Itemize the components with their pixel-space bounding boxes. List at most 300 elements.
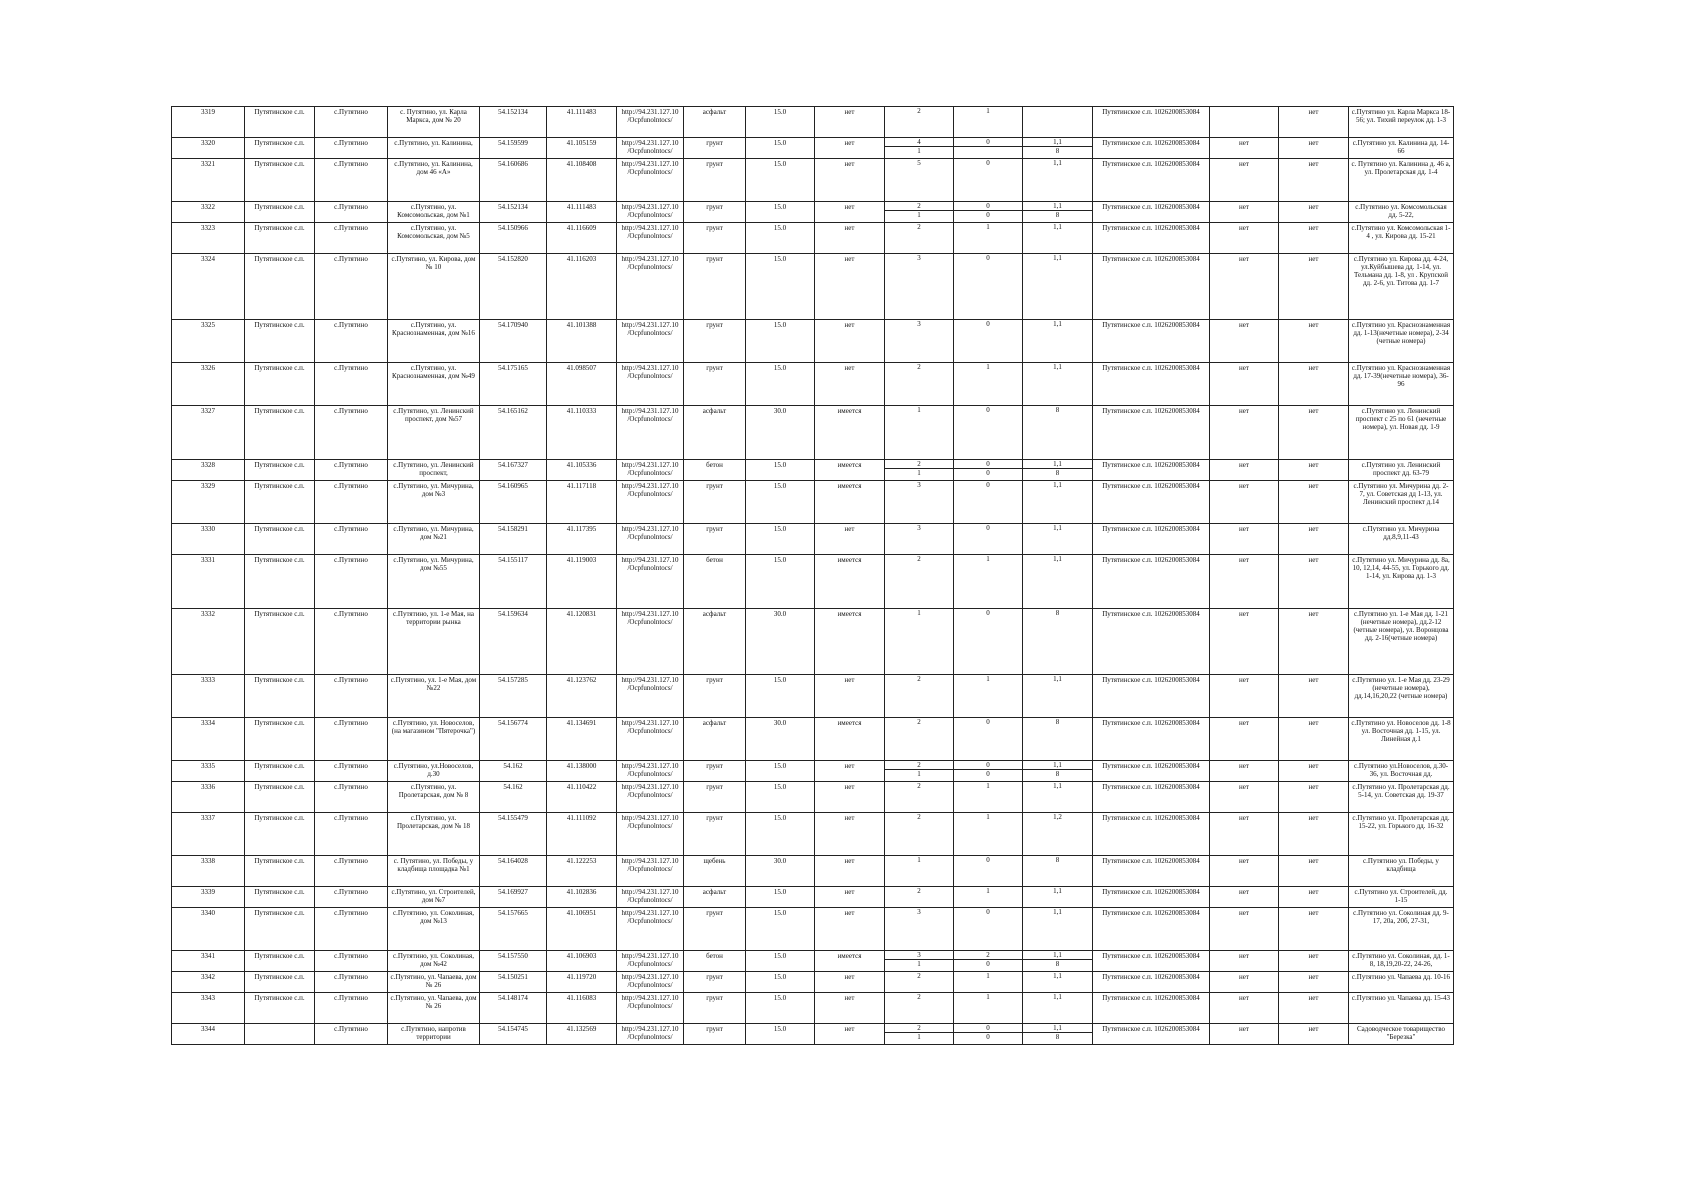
extra-cell-2: нет [1279,363,1349,406]
container-count-cell-1 [885,223,954,254]
extra-cell-1: нет [1210,363,1279,406]
longitude-cell: 41.123762 [547,675,617,718]
surface-cell: грунт [684,202,746,223]
longitude-cell: 41.110333 [547,406,617,460]
area-cell: 15.0 [746,159,815,202]
container-count-cell-3 [1023,761,1093,782]
container-count-cell-3 [1023,972,1093,993]
container-count-value: 1 [917,856,921,864]
locality-cell: с.Путятино [315,107,388,138]
container-count-value: 1 [986,555,990,563]
surface-cell: грунт [684,320,746,363]
container-count-cell-3 [1023,951,1093,972]
area-cell: 15.0 [746,254,815,320]
area-cell: 15.0 [746,555,815,609]
container-count-cell-1 [885,675,954,718]
container-count-cell-3 [1023,813,1093,856]
longitude-cell: 41.111483 [547,107,617,138]
fence-cell: имеется [815,406,885,460]
fence-cell: нет [815,782,885,813]
locality-cell: с.Путятино [315,406,388,460]
extra-cell-2: нет [1279,107,1349,138]
longitude-cell: 41.116609 [547,223,617,254]
map-link-cell: http://94.231.127.10 /Ocpfunolntocs/ [617,202,684,223]
longitude-cell: 41.119003 [547,555,617,609]
container-count-cell-2 [954,363,1023,406]
latitude-cell: 54.159599 [480,138,547,159]
latitude-cell: 54.162 [480,761,547,782]
table-row [172,481,1454,524]
longitude-cell: 41.134691 [547,718,617,761]
fence-cell: нет [815,993,885,1024]
owner-cell: Путятинское с.п. 1026200853084 [1093,138,1210,159]
address-cell: с.Путятино, ул. Строителей, дом №7 [388,887,480,908]
owner-cell: Путятинское с.п. 1026200853084 [1093,254,1210,320]
container-count-value: 2 [954,951,1022,960]
area-cell: 15.0 [746,813,815,856]
container-count-value: 3 [917,320,921,328]
container-count-cell-2 [954,254,1023,320]
settlement-cell: Путятинское с.п. [245,223,315,254]
locality-cell: с.Путятино [315,254,388,320]
extra-cell-1: нет [1210,460,1279,481]
longitude-cell: 41.122253 [547,856,617,887]
container-count-cell-1 [885,107,954,138]
fence-cell: нет [815,887,885,908]
served-addresses-cell: с.Путятино ул. Краснознаменная дд. 1-13(нечетные номера), 2-34 (четные номера) [1349,320,1454,363]
surface-cell: щебень [684,856,746,887]
served-addresses-cell: с.Путятино ул. Мичурина дд.8,9,11-43 [1349,524,1454,555]
locality-cell: с.Путятино [315,524,388,555]
owner-cell: Путятинское с.п. 1026200853084 [1093,813,1210,856]
container-count-cell-1 [885,609,954,675]
container-count-value: 2 [917,223,921,231]
surface-cell: бетон [684,460,746,481]
extra-cell-1: нет [1210,675,1279,718]
container-count-cell-3 [1023,1024,1093,1045]
map-link-cell: http://94.231.127.10 /Ocpfunolntocs/ [617,908,684,951]
table-row [172,223,1454,254]
container-count-value: 1 [986,782,990,790]
container-count-value: 0 [986,481,990,489]
latitude-cell: 54.164028 [480,856,547,887]
map-link-cell: http://94.231.127.10 /Ocpfunolntocs/ [617,223,684,254]
served-addresses-cell: с.Путятино ул. 1-е Мая дд. 1-21 (нечетные номера), дд.2-12 (четные номера), ул. Воронцова дд. 2-16(четные номера) [1349,609,1454,675]
area-cell: 30.0 [746,856,815,887]
extra-cell-2: нет [1279,856,1349,887]
container-count-value: 0 [986,524,990,532]
latitude-cell: 54.152134 [480,107,547,138]
container-count-cell-1 [885,481,954,524]
extra-cell-1: нет [1210,481,1279,524]
served-addresses-cell: с.Путятино ул. Соколиная, дд. 1-8, 18,19,20-22, 24-26, [1349,951,1454,972]
container-count-cell-1 [885,406,954,460]
container-count-value: 1,1 [1023,138,1092,147]
container-count-cell-3 [1023,107,1093,138]
record-id-cell: 3343 [172,993,245,1024]
fence-cell: нет [815,107,885,138]
record-id-cell: 3336 [172,782,245,813]
area-cell: 15.0 [746,524,815,555]
map-link-cell: http://94.231.127.10 /Ocpfunolntocs/ [617,993,684,1024]
owner-cell: Путятинское с.п. 1026200853084 [1093,481,1210,524]
container-count-cell-2 [954,406,1023,460]
container-count-cell-2 [954,675,1023,718]
table-row [172,718,1454,761]
settlement-cell: Путятинское с.п. [245,524,315,555]
extra-cell-1: нет [1210,993,1279,1024]
address-cell: с.Путятино, ул. Чапаева, дом № 26 [388,972,480,993]
container-count-value [1023,107,1092,115]
container-count-cell-2 [954,782,1023,813]
container-count-value: 1 [917,211,921,219]
record-id-cell: 3321 [172,159,245,202]
container-count-value: 8 [1055,609,1060,617]
extra-cell-1: нет [1210,254,1279,320]
container-count-cell-1 [885,363,954,406]
fence-cell: имеется [815,481,885,524]
surface-cell: асфальт [684,107,746,138]
container-count-cell-2 [954,460,1023,481]
area-cell: 15.0 [746,363,815,406]
container-count-value: 1,2 [1053,813,1062,821]
record-id-cell: 3330 [172,524,245,555]
container-count-cell-1 [885,856,954,887]
surface-cell: асфальт [684,718,746,761]
container-count-cell-3 [1023,254,1093,320]
container-count-value: 1,1 [1053,782,1062,790]
address-cell: с.Путятино, ул. Мичурина, дом №21 [388,524,480,555]
extra-cell-2: нет [1279,524,1349,555]
owner-cell: Путятинское с.п. 1026200853084 [1093,675,1210,718]
latitude-cell: 54.152820 [480,254,547,320]
container-count-value: 8 [1055,211,1060,219]
container-count-value: 1 [917,1033,921,1041]
registry-table [171,106,1454,1045]
table-row [172,782,1454,813]
locality-cell: с.Путятино [315,202,388,223]
extra-cell-1: нет [1210,138,1279,159]
longitude-cell: 41.106903 [547,951,617,972]
settlement-cell: Путятинское с.п. [245,254,315,320]
container-count-value: 1 [986,972,990,980]
extra-cell-2: нет [1279,609,1349,675]
container-count-value: 0 [986,211,990,219]
extra-cell-2: нет [1279,481,1349,524]
owner-cell: Путятинское с.п. 1026200853084 [1093,320,1210,363]
container-count-value: 1 [986,887,990,895]
settlement-cell: Путятинское с.п. [245,718,315,761]
owner-cell: Путятинское с.п. 1026200853084 [1093,524,1210,555]
container-count-cell-3 [1023,460,1093,481]
map-link-cell: http://94.231.127.10 /Ocpfunolntocs/ [617,718,684,761]
container-count-cell-1 [885,460,954,481]
container-count-value: 1,1 [1053,555,1062,563]
surface-cell: грунт [684,524,746,555]
served-addresses-cell: с.Путятино ул. Строителей, дд. 1-15 [1349,887,1454,908]
settlement-cell: Путятинское с.п. [245,406,315,460]
table-row [172,908,1454,951]
container-count-cell-2 [954,555,1023,609]
extra-cell-1 [1210,107,1279,138]
extra-cell-1: нет [1210,887,1279,908]
container-count-value: 1,1 [1023,460,1092,469]
container-count-cell-2 [954,856,1023,887]
container-count-cell-2 [954,908,1023,951]
settlement-cell: Путятинское с.п. [245,107,315,138]
container-count-value: 0 [954,202,1022,211]
container-count-value: 1,1 [1023,1024,1092,1033]
surface-cell: грунт [684,782,746,813]
container-count-value: 2 [917,718,921,726]
table-row [172,813,1454,856]
served-addresses-cell: с.Путятино ул. Краснознаменная дд. 17-39(нечетные номера), 36-96 [1349,363,1454,406]
latitude-cell: 54.165162 [480,406,547,460]
extra-cell-1: нет [1210,1024,1279,1045]
latitude-cell: 54.148174 [480,993,547,1024]
owner-cell: Путятинское с.п. 1026200853084 [1093,1024,1210,1045]
area-cell: 15.0 [746,993,815,1024]
longitude-cell: 41.105159 [547,138,617,159]
map-link-cell: http://94.231.127.10 /Ocpfunolntocs/ [617,609,684,675]
surface-cell: грунт [684,363,746,406]
extra-cell-2: нет [1279,460,1349,481]
map-link-cell: http://94.231.127.10 /Ocpfunolntocs/ [617,524,684,555]
container-count-cell-2 [954,813,1023,856]
locality-cell: с.Путятино [315,887,388,908]
served-addresses-cell: с.Путятино ул. Чапаева дд. 10-16 [1349,972,1454,993]
area-cell: 15.0 [746,761,815,782]
fence-cell: нет [815,159,885,202]
container-count-value: 1 [986,813,990,821]
address-cell: с.Путятино, ул. Краснознаменная, дом №16 [388,320,480,363]
container-count-cell-2 [954,993,1023,1024]
extra-cell-1: нет [1210,856,1279,887]
container-count-value: 3 [917,254,921,262]
area-cell: 15.0 [746,138,815,159]
surface-cell: грунт [684,254,746,320]
container-count-cell-3 [1023,782,1093,813]
settlement-cell: Путятинское с.п. [245,856,315,887]
map-link-cell: http://94.231.127.10 /Ocpfunolntocs/ [617,761,684,782]
table-row [172,159,1454,202]
container-count-value: 0 [986,469,990,477]
container-count-cell-3 [1023,856,1093,887]
container-count-value: 2 [917,555,921,563]
served-addresses-cell: с.Путятино ул. Пролетарская дд. 5-14, ул. Советская дд. 19-37 [1349,782,1454,813]
extra-cell-1: нет [1210,951,1279,972]
longitude-cell: 41.111092 [547,813,617,856]
container-count-value: 8 [1055,960,1060,968]
address-cell: с.Путятино, ул. Пролетарская, дом № 8 [388,782,480,813]
owner-cell: Путятинское с.п. 1026200853084 [1093,223,1210,254]
settlement-cell: Путятинское с.п. [245,320,315,363]
map-link-cell: http://94.231.127.10 /Ocpfunolntocs/ [617,107,684,138]
locality-cell: с.Путятино [315,675,388,718]
settlement-cell: Путятинское с.п. [245,138,315,159]
locality-cell: с.Путятино [315,993,388,1024]
settlement-cell: Путятинское с.п. [245,555,315,609]
container-count-value: 1,1 [1053,972,1062,980]
record-id-cell: 3331 [172,555,245,609]
area-cell: 15.0 [746,675,815,718]
fence-cell: имеется [815,609,885,675]
table-row [172,524,1454,555]
area-cell: 15.0 [746,320,815,363]
map-link-cell: http://94.231.127.10 /Ocpfunolntocs/ [617,254,684,320]
record-id-cell: 3325 [172,320,245,363]
container-count-cell-2 [954,1024,1023,1045]
owner-cell: Путятинское с.п. 1026200853084 [1093,951,1210,972]
map-link-cell: http://94.231.127.10 /Ocpfunolntocs/ [617,887,684,908]
container-count-value: 8 [1055,406,1060,414]
extra-cell-1: нет [1210,782,1279,813]
record-id-cell: 3329 [172,481,245,524]
settlement-cell: Путятинское с.п. [245,951,315,972]
container-count-value: 2 [917,675,921,683]
owner-cell: Путятинское с.п. 1026200853084 [1093,406,1210,460]
area-cell: 15.0 [746,908,815,951]
container-count-value: 2 [917,363,921,371]
extra-cell-2: нет [1279,138,1349,159]
container-count-cell-1 [885,524,954,555]
locality-cell: с.Путятино [315,908,388,951]
container-count-value: 1 [986,363,990,371]
container-count-value: 4 [885,138,953,147]
extra-cell-1: нет [1210,813,1279,856]
latitude-cell: 54.160686 [480,159,547,202]
record-id-cell: 3339 [172,887,245,908]
longitude-cell: 41.101388 [547,320,617,363]
latitude-cell: 54.155117 [480,555,547,609]
container-count-cell-1 [885,159,954,202]
map-link-cell: http://94.231.127.10 /Ocpfunolntocs/ [617,856,684,887]
area-cell: 15.0 [746,202,815,223]
map-link-cell: http://94.231.127.10 /Ocpfunolntocs/ [617,481,684,524]
container-count-cell-2 [954,159,1023,202]
area-cell: 15.0 [746,972,815,993]
fence-cell: нет [815,138,885,159]
container-count-value: 1 [917,469,921,477]
container-count-value: 1,1 [1053,481,1062,489]
table-row [172,993,1454,1024]
record-id-cell: 3340 [172,908,245,951]
container-count-cell-3 [1023,887,1093,908]
area-cell: 15.0 [746,782,815,813]
area-cell: 15.0 [746,223,815,254]
container-count-value: 0 [986,1033,990,1041]
container-count-cell-2 [954,138,1023,159]
extra-cell-2: нет [1279,223,1349,254]
extra-cell-2: нет [1279,555,1349,609]
container-count-value: 0 [986,406,990,414]
map-link-cell: http://94.231.127.10 /Ocpfunolntocs/ [617,813,684,856]
table-row [172,675,1454,718]
record-id-cell: 3337 [172,813,245,856]
container-count-cell-2 [954,202,1023,223]
surface-cell: грунт [684,481,746,524]
container-count-value: 8 [1055,1033,1060,1041]
latitude-cell: 54.157550 [480,951,547,972]
address-cell: с.Путятино, ул. Кирова, дом № 10 [388,254,480,320]
container-count-value: 0 [954,460,1022,469]
container-count-cell-3 [1023,718,1093,761]
locality-cell: с.Путятино [315,761,388,782]
settlement-cell: Путятинское с.п. [245,460,315,481]
container-count-value: 1 [917,609,921,617]
surface-cell: асфальт [684,406,746,460]
extra-cell-2: нет [1279,1024,1349,1045]
table-row [172,887,1454,908]
table-row [172,972,1454,993]
served-addresses-cell: с.Путятино ул. Чапаева дд. 15-43 [1349,993,1454,1024]
address-cell: с.Путятино, ул. Калинина, дом 46 «А» [388,159,480,202]
record-id-cell: 3338 [172,856,245,887]
latitude-cell: 54.167327 [480,460,547,481]
settlement-cell: Путятинское с.п. [245,202,315,223]
container-count-value: 3 [917,908,921,916]
container-count-cell-2 [954,481,1023,524]
fence-cell: нет [815,254,885,320]
container-count-value: 1,1 [1053,223,1062,231]
settlement-cell: Путятинское с.п. [245,972,315,993]
address-cell: с.Путятино, ул. Соколиная, дом №42 [388,951,480,972]
record-id-cell: 3334 [172,718,245,761]
settlement-cell: Путятинское с.п. [245,761,315,782]
address-cell: с.Путятино, ул. Комсомольская, дом №1 [388,202,480,223]
table-row [172,138,1454,159]
container-count-value: 2 [885,202,953,211]
container-count-cell-3 [1023,481,1093,524]
map-link-cell: http://94.231.127.10 /Ocpfunolntocs/ [617,406,684,460]
extra-cell-2: нет [1279,159,1349,202]
container-count-cell-3 [1023,138,1093,159]
container-count-value: 0 [954,1024,1022,1033]
container-count-value: 2 [917,782,921,790]
surface-cell: грунт [684,675,746,718]
area-cell: 30.0 [746,609,815,675]
table-row [172,320,1454,363]
extra-cell-1: нет [1210,524,1279,555]
container-count-value: 0 [986,320,990,328]
container-count-cell-3 [1023,406,1093,460]
owner-cell: Путятинское с.п. 1026200853084 [1093,887,1210,908]
latitude-cell: 54.175165 [480,363,547,406]
record-id-cell: 3320 [172,138,245,159]
container-count-value: 1,1 [1023,951,1092,960]
area-cell: 15.0 [746,107,815,138]
container-count-cell-3 [1023,223,1093,254]
map-link-cell: http://94.231.127.10 /Ocpfunolntocs/ [617,363,684,406]
table-row [172,254,1454,320]
settlement-cell: Путятинское с.п. [245,481,315,524]
owner-cell: Путятинское с.п. 1026200853084 [1093,972,1210,993]
map-link-cell: http://94.231.127.10 /Ocpfunolntocs/ [617,555,684,609]
extra-cell-1: нет [1210,609,1279,675]
address-cell: с.Путятино, ул.Новоселов, д.30 [388,761,480,782]
container-count-cell-3 [1023,675,1093,718]
container-count-cell-1 [885,813,954,856]
served-addresses-cell: с.Путятино ул. Карла Маркса 18-56; ул. Тихий переулок дд. 1-3 [1349,107,1454,138]
container-count-cell-2 [954,887,1023,908]
record-id-cell: 3326 [172,363,245,406]
address-cell: с.Путятино, ул. Чапаева, дом № 26 [388,993,480,1024]
container-count-value: 1,1 [1053,254,1062,262]
table-row [172,460,1454,481]
extra-cell-2: нет [1279,951,1349,972]
container-count-value: 2 [885,460,953,469]
container-count-value: 1 [917,960,921,968]
